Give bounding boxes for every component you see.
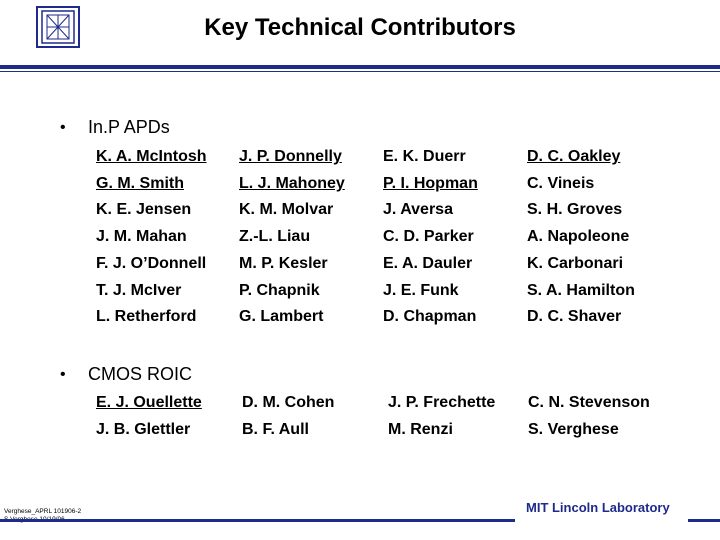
contributor-name: S. A. Hamilton bbox=[527, 281, 635, 299]
cmos-col-3 bbox=[388, 390, 495, 443]
contributor-name: J. M. Mahan bbox=[96, 228, 187, 246]
section-heading-cmos-roic bbox=[60, 364, 192, 385]
contributor-name: B. F. Aull bbox=[242, 420, 309, 438]
page-title: Key Technical Contributors bbox=[204, 14, 516, 41]
contributor-name: M. Renzi bbox=[388, 420, 453, 438]
contributor-name: K. M. Molvar bbox=[239, 201, 334, 219]
contributor-name: D. C. Shaver bbox=[527, 308, 622, 326]
contributor-name: D. M. Cohen bbox=[242, 394, 335, 411]
inp-col-2 bbox=[239, 144, 345, 331]
contributor-name: A. Napoleone bbox=[527, 228, 630, 246]
contributor-name: C. D. Parker bbox=[383, 228, 474, 246]
contributor-name: D. Chapman bbox=[383, 308, 477, 326]
contributor-name: E. K. Duerr bbox=[383, 148, 466, 165]
contributor-name: P. I. Hopman bbox=[383, 174, 478, 192]
inp-col-1 bbox=[96, 144, 207, 331]
footer-rule bbox=[0, 519, 515, 522]
header-rule-thin bbox=[0, 71, 720, 72]
contributor-name: J. P. Frechette bbox=[388, 394, 496, 411]
contributor-name: P. Chapnik bbox=[239, 281, 320, 299]
lab-name: MIT Lincoln Laboratory bbox=[526, 500, 670, 515]
contributor-name: J. Aversa bbox=[383, 201, 453, 219]
contributor-name: M. P. Kesler bbox=[239, 254, 328, 272]
footer-ref-line1: Verghese_APRL 101906-2 bbox=[4, 508, 82, 515]
contributor-name: G. M. Smith bbox=[96, 174, 184, 192]
contributor-name: Z.-L. Liau bbox=[239, 228, 311, 246]
contributor-name: C. Vineis bbox=[527, 174, 595, 192]
inp-col-4 bbox=[527, 144, 635, 331]
contributor-name: T. J. McIver bbox=[96, 281, 182, 299]
footer-rule-right bbox=[688, 519, 720, 522]
contributor-name: J. P. Donnelly bbox=[239, 148, 342, 165]
contributor-name: J. B. Glettler bbox=[96, 420, 191, 438]
contributor-name: K. E. Jensen bbox=[96, 201, 192, 219]
section-heading-label: In.P APDs bbox=[88, 117, 170, 137]
cmos-col-4 bbox=[528, 390, 650, 443]
contributor-name: K. Carbonari bbox=[527, 254, 624, 272]
section-heading-label: CMOS ROIC bbox=[88, 364, 193, 384]
bullet-icon: • bbox=[60, 118, 66, 136]
header-rule bbox=[0, 65, 720, 69]
contributor-name: S. Verghese bbox=[528, 420, 619, 438]
contributor-name: D. C. Oakley bbox=[527, 148, 621, 165]
bullet-icon: • bbox=[60, 365, 66, 383]
contributor-name: C. N. Stevenson bbox=[528, 394, 650, 411]
contributor-name: F. J. O’Donnell bbox=[96, 254, 207, 272]
section-heading-inp-apds bbox=[60, 117, 170, 138]
contributor-name: E. J. Ouellette bbox=[96, 394, 202, 411]
contributor-name: S. H. Groves bbox=[527, 201, 623, 219]
contributor-name: L. J. Mahoney bbox=[239, 174, 345, 192]
cmos-col-2 bbox=[242, 390, 334, 443]
inp-col-3 bbox=[383, 144, 478, 331]
contributor-name: E. A. Dauler bbox=[383, 254, 473, 272]
contributor-name: L. Retherford bbox=[96, 308, 197, 326]
contributor-name: J. E. Funk bbox=[383, 281, 459, 299]
contributor-name: G. Lambert bbox=[239, 308, 324, 326]
cmos-col-1 bbox=[96, 390, 202, 443]
contributor-name: K. A. McIntosh bbox=[96, 148, 207, 165]
